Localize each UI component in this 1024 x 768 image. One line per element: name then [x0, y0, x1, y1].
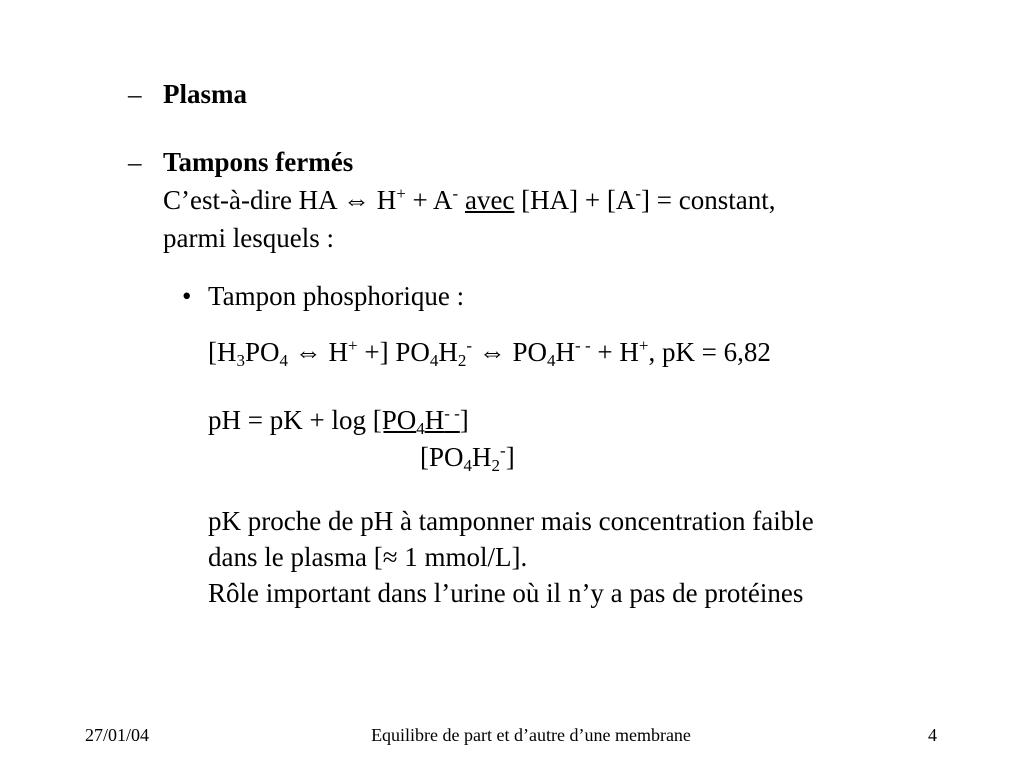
eq-part: + H [590, 337, 639, 367]
tampon-phosphorique-heading: Tampon phosphorique : [208, 281, 465, 311]
eq-sub: 4 [279, 351, 289, 370]
footer-date: 27/01/04 [85, 725, 150, 745]
note-line-3: Rôle important dans l’urine où il n’y a pas de protéines [208, 578, 804, 608]
eq-part: [H [208, 337, 237, 367]
eq-part: PO [505, 337, 548, 367]
eq-part: +] PO [357, 337, 430, 367]
eq-sub: 4 [416, 419, 425, 438]
eq-sub: 4 [547, 351, 556, 370]
eq-part: [PO [420, 442, 464, 472]
eq-part: H [438, 337, 458, 367]
eq-part: ] [505, 442, 515, 472]
equilibrium-arrow-icon: ⇔ [342, 185, 370, 215]
definition-plus-sup: + [396, 184, 406, 203]
dash-marker-1: – [128, 79, 142, 109]
footer-page-number: 4 [928, 725, 937, 745]
eq-part: , pK = 6,82 [648, 337, 771, 367]
heading-tampons-fermes: Tampons fermés [163, 147, 354, 177]
definition-minus-sup-2: - [635, 184, 642, 203]
footer-title: Equilibre de part et d’autre d’une membrane [371, 725, 691, 745]
eq-sup: - - [444, 404, 460, 423]
equilibrium-arrow-icon: ⇔ [478, 337, 506, 367]
eq-sup: - [500, 441, 506, 460]
note-line-1: pK proche de pH à tamponner mais concentration faible [208, 506, 814, 536]
ph-formula-numerator [372, 404, 469, 438]
eq-part: H [472, 442, 492, 472]
eq-part: ] [459, 405, 469, 435]
definition-prefix: C’est-à-dire HA [163, 185, 337, 215]
eq-part: PO [245, 337, 280, 367]
eq-sub: 2 [457, 351, 467, 370]
eq-sub: 4 [429, 351, 439, 370]
eq-sup: + [348, 336, 358, 355]
eq-part: H [424, 405, 445, 435]
definition-h: H [376, 185, 397, 215]
definition-suffix: ] = constant, [641, 185, 776, 215]
note-line-2: dans le plasma [≈ 1 mmol/L]. [208, 542, 528, 572]
eq-sub: 2 [491, 456, 501, 475]
eq-sup: + [638, 336, 649, 355]
definition-line [163, 184, 776, 216]
eq-part: H [321, 337, 349, 367]
eq-sub: 4 [463, 456, 473, 475]
eq-sup: - - [575, 336, 591, 355]
eq-sub: 3 [236, 351, 245, 370]
definition-plus-a: + A [405, 185, 453, 215]
eq-part: H [555, 337, 576, 367]
definition-avec: avec [464, 185, 515, 215]
parmi-lesquels: parmi lesquels : [163, 223, 334, 253]
heading-plasma: Plasma [163, 79, 247, 109]
eq-part: [PO [372, 405, 417, 435]
ph-formula [208, 404, 469, 436]
dash-marker-2: – [128, 147, 142, 177]
phosphate-equation [208, 336, 771, 368]
equilibrium-arrow-icon: ⇔ [294, 337, 322, 367]
definition-minus-sup: - [452, 184, 459, 203]
eq-sup: - [466, 336, 473, 355]
ph-formula-denominator [420, 441, 515, 473]
ph-formula-lhs: pH = pK + log [208, 405, 366, 435]
definition-bracket-ha: [HA] + [A [514, 185, 636, 215]
bullet-marker: • [182, 281, 192, 311]
